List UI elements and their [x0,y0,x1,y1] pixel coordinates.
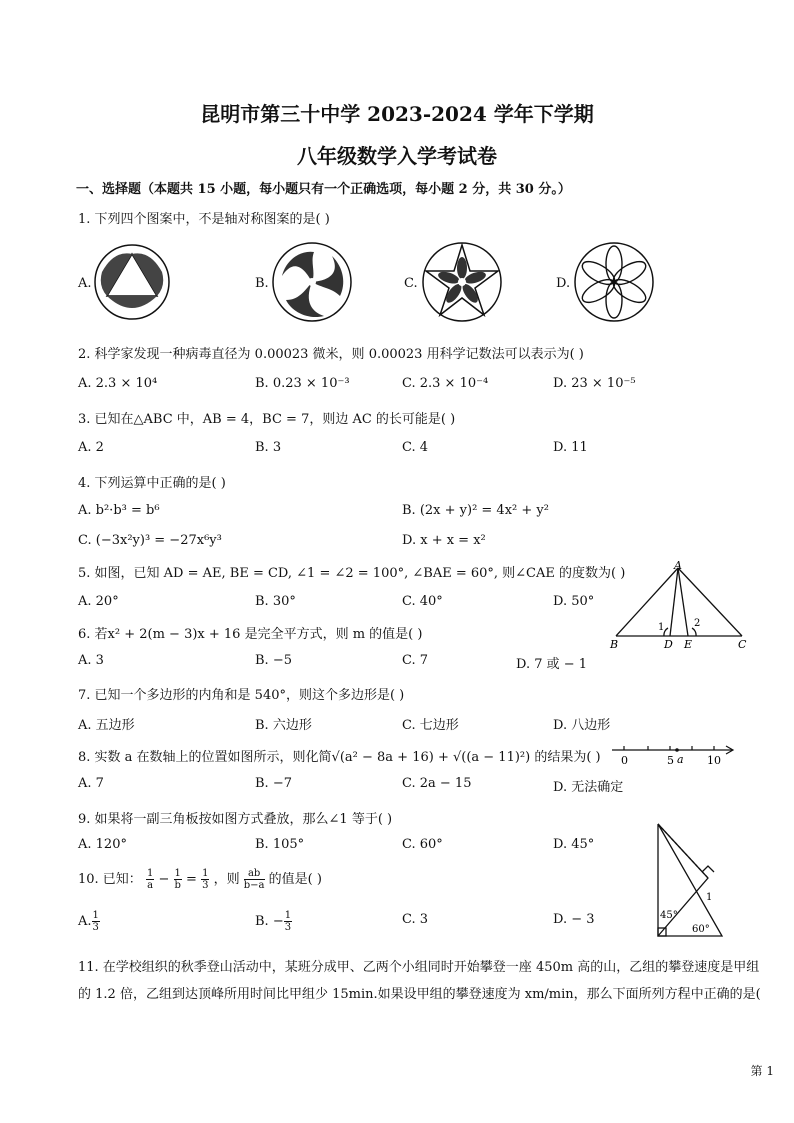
q7-option-b: B. 六边形 [255,718,312,733]
q9-option-b: B. 105° [255,837,305,852]
fraction-ab-over-b-minus-a: $\frac{ab}{b-a}$ [243,868,265,891]
q5-option-c: C. 40° [402,594,443,609]
q8-option-d: D. 无法确定 [553,780,624,795]
label-a: A [674,560,682,572]
q2-option-d: D. 23 × 10⁻⁵ [553,376,636,391]
label-c: C [738,638,747,651]
q4-option-b: B. (2x + y)² = 4x² + y² [402,503,549,518]
question-6: 6. 若x² + 2(m − 3)x + 16 是完全平方式，则 m 的值是( ) [78,627,423,642]
q2-option-b: B. 0.23 × 10⁻³ [255,376,350,391]
q10-prefix: 10. 已知： [78,872,142,887]
point-a-marker [675,748,679,752]
q3-option-c: C. 4 [402,440,429,455]
q10-suffix: 的值是( ) [268,872,322,887]
fraction-1-over-3: $\frac{1}{3}$ [202,868,209,891]
question-10 [78,868,322,891]
fraction-1-over-a: $\frac{1}{a}$ [146,868,154,891]
label-d: D [664,638,673,651]
q6-option-b: B. −5 [255,653,292,668]
pattern-d-flower [572,240,656,324]
tick-10: 10 [707,754,721,767]
q7-option-d: D. 八边形 [553,718,611,733]
q2-option-a: A. 2.3 × 10⁴ [78,376,158,391]
question-1: 1. 下列四个图案中，不是轴对称图案的是( ) [78,212,330,227]
figure-triangle-abc [608,560,758,652]
q8-option-a: A. 7 [78,776,104,791]
question-4: 4. 下列运算中正确的是( ) [78,476,226,491]
angle-2-label: 2 [694,618,701,629]
question-11-line-1: 11. 在学校组织的秋季登山活动中，某班分成甲、乙两个小组同时开始攀登一座 450m 高的山，乙组的攀登速度是甲组 [78,960,760,975]
q5-option-a: A. 20° [78,594,119,609]
q1-option-a: A. [78,276,92,291]
exam-title: 昆明市第三十中学 2023-2024 学年下学期 [200,102,594,126]
q1-option-d: D. [556,276,571,291]
q6-option-a: A. 3 [78,653,104,668]
angle-1-marker-label: 1 [706,892,713,903]
q9-option-c: C. 60° [402,837,443,852]
pattern-c-star [420,240,504,324]
q3-option-a: A. 2 [78,440,104,455]
angle-1-label: 1 [658,622,665,633]
tick-a: a [677,753,684,766]
question-5: 5. 如图，已知 AD = AE, BE = CD, ∠1 = ∠2 = 100°, ∠BAE = 60°, 则∠CAE 的度数为( ) [78,566,626,581]
angle-45-label: 45° [660,910,678,921]
pattern-a-triangle [92,242,172,322]
q6-option-c: C. 7 [402,653,429,668]
q1-option-c: C. [404,276,418,291]
q10-minus: − [158,872,170,887]
label-b: B [610,638,619,651]
pattern-b-swirl [270,240,354,324]
q4-option-a: A. b²·b³ = b⁶ [78,503,160,518]
question-8: 8. 实数 a 在数轴上的位置如图所示，则化简√(a² − 8a + 16) + √((a − 11)²) 的结果为( ) [78,750,601,765]
angle-60-label: 60° [692,924,710,935]
q10-option-c: C. 3 [402,912,429,927]
figure-triangle-set [652,820,732,940]
question-11-line-2: 的 1.2 倍，乙组到达顶峰所用时间比甲组少 15min.如果设甲组的攀登速度为 xm/min，那么下面所列方程中正确的是( [78,987,761,1002]
q1-option-b: B. [255,276,269,291]
q3-option-d: D. 11 [553,440,588,455]
q9-option-a: A. 120° [78,837,127,852]
page-number: 第 1 [750,1064,774,1078]
question-2: 2. 科学家发现一种病毒直径为 0.00023 微米，则 0.00023 用科学记数法可以表示为( ) [78,347,584,362]
q4-option-d: D. x + x = x² [402,533,486,548]
q6-option-d: D. 7 或 − 1 [516,657,588,672]
question-7: 7. 已知一个多边形的内角和是 540°，则这个多边形是( ) [78,688,405,703]
exam-subtitle: 八年级数学入学考试卷 [297,144,497,168]
number-line [608,740,738,770]
q10-option-a: A. $\frac{1}{3}$ [78,910,99,933]
fraction-1-over-b: $\frac{1}{b}$ [174,868,181,891]
question-9: 9. 如果将一副三角板按如图方式叠放，那么∠1 等于( ) [78,812,393,827]
q5-option-d: D. 50° [553,594,595,609]
q10-option-b: B. − $\frac{1}{3}$ [255,910,292,933]
q4-option-c: C. (−3x²y)³ = −27x⁶y³ [78,533,222,548]
q7-option-c: C. 七边形 [402,718,459,733]
q5-option-b: B. 30° [255,594,296,609]
q9-option-d: D. 45° [553,837,595,852]
label-e: E [684,638,693,651]
tick-5: 5 [667,754,674,767]
q10-equals: = [186,872,197,887]
q8-option-c: C. 2a − 15 [402,776,472,791]
q3-option-b: B. 3 [255,440,282,455]
q7-option-a: A. 五边形 [78,718,135,733]
section-heading: 一、选择题（本题共 15 小题，每小题只有一个正确选项，每小题 2 分，共 30 分。） [76,182,571,197]
q10-mid: ，则 [213,872,240,887]
q10-option-d: D. − 3 [553,912,595,927]
q2-option-c: C. 2.3 × 10⁻⁴ [402,376,489,391]
tick-0: 0 [621,754,628,767]
q8-option-b: B. −7 [255,776,292,791]
question-3: 3. 已知在△ABC 中，AB = 4，BC = 7，则边 AC 的长可能是( ) [78,412,456,427]
